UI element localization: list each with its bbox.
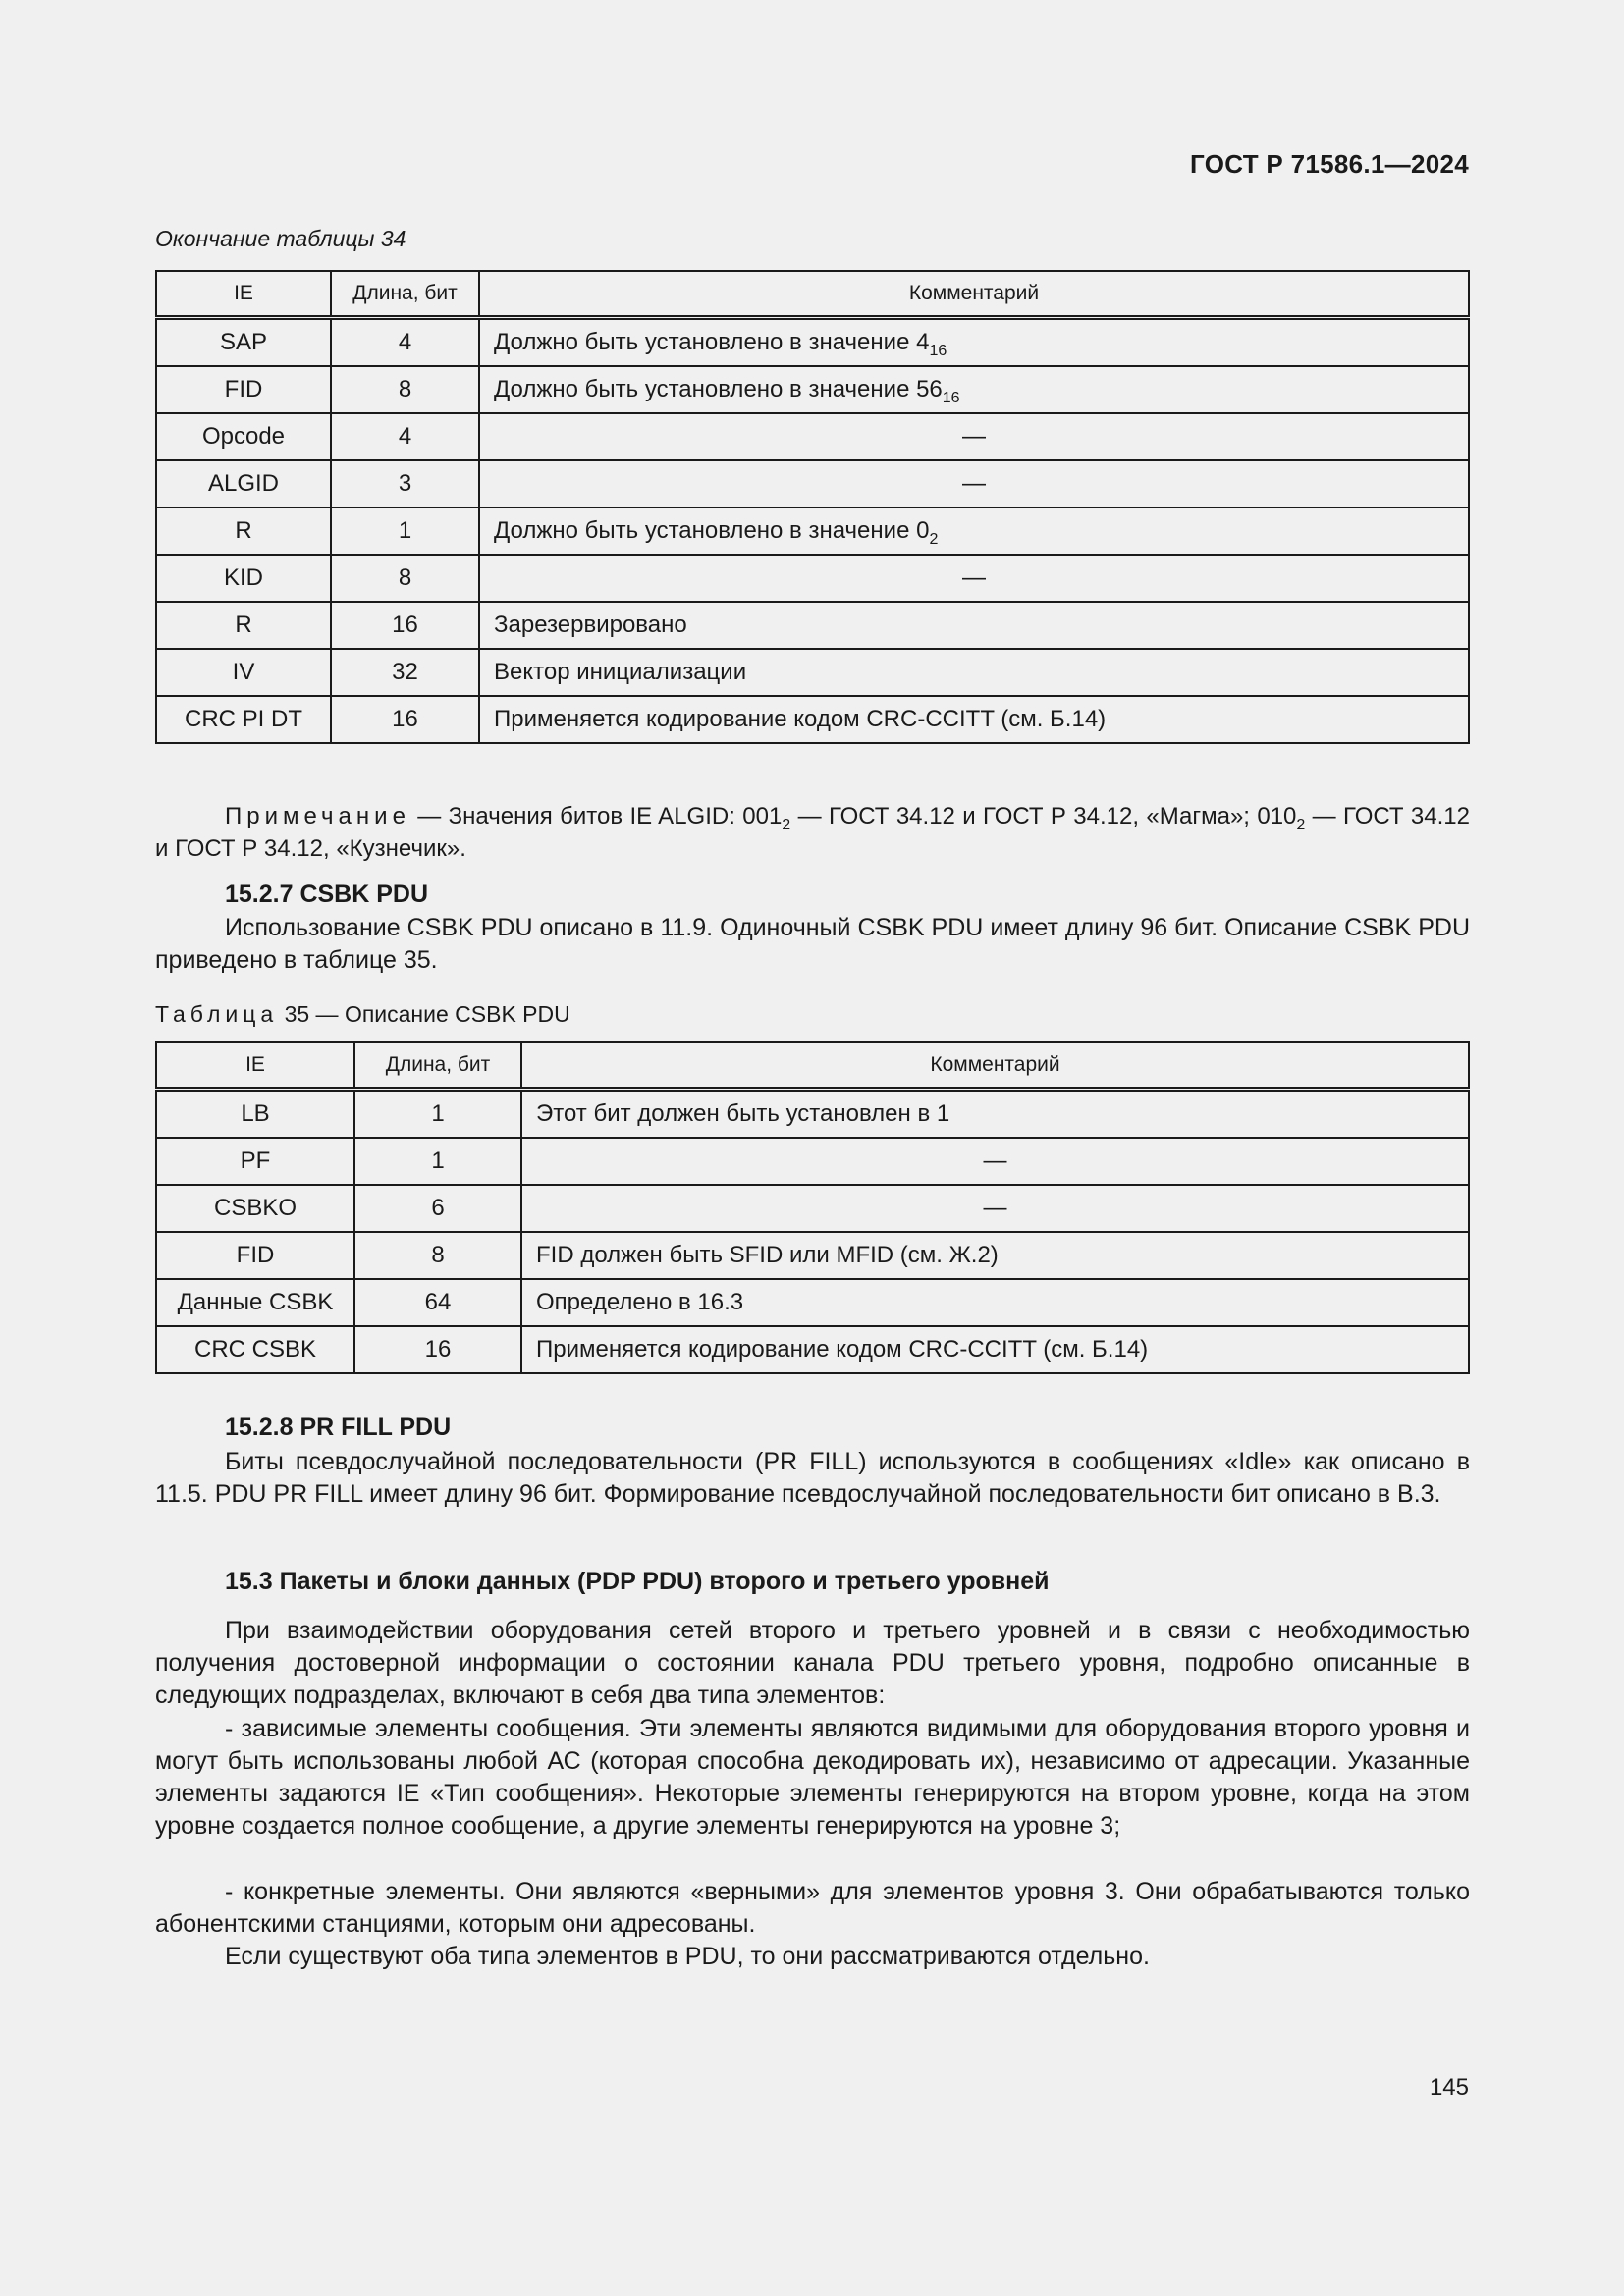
table-35 bbox=[155, 1041, 1470, 1374]
comment-text: — bbox=[962, 564, 986, 591]
note-label: Примечание bbox=[225, 803, 410, 829]
column-header-length: Длина, бит bbox=[354, 1042, 521, 1090]
cell-ie: FID bbox=[156, 1232, 354, 1279]
comment-text: — bbox=[983, 1195, 1007, 1221]
table-row bbox=[156, 460, 1469, 507]
cell-length: 1 bbox=[354, 1138, 521, 1185]
cell-ie: FID bbox=[156, 366, 331, 413]
section-heading-15-2-7: 15.2.7 CSBK PDU bbox=[225, 881, 429, 908]
cell-comment bbox=[479, 555, 1469, 602]
cell-ie: CRC PI DT bbox=[156, 696, 331, 743]
section-paragraph-15-3-specific: - конкретные элементы. Они являются «верными» для элементов уровня 3. Они обрабатываются только абонентскими станциями, которым они адресованы. bbox=[155, 1878, 1470, 1938]
table-35-title bbox=[155, 1001, 570, 1028]
comment-text: — bbox=[962, 470, 986, 497]
cell-comment bbox=[521, 1279, 1469, 1326]
cell-length: 8 bbox=[354, 1232, 521, 1279]
document-id: ГОСТ Р 71586.1—2024 bbox=[1190, 149, 1469, 179]
cell-ie: ALGID bbox=[156, 460, 331, 507]
cell-length: 1 bbox=[354, 1090, 521, 1139]
cell-ie: SAP bbox=[156, 318, 331, 367]
cell-comment bbox=[479, 696, 1469, 743]
note-subscript-a: 2 bbox=[782, 817, 791, 833]
cell-comment bbox=[479, 507, 1469, 555]
cell-length: 64 bbox=[354, 1279, 521, 1326]
column-header-length: Длина, бит bbox=[331, 271, 479, 318]
comment-text: Зарезервировано bbox=[494, 612, 687, 638]
table-35-body bbox=[156, 1090, 1469, 1374]
comment-text: Должно быть установлено в значение 56 bbox=[494, 376, 943, 402]
table-row bbox=[156, 1185, 1469, 1232]
table-header-row bbox=[156, 1042, 1469, 1090]
table-row bbox=[156, 555, 1469, 602]
cell-length: 8 bbox=[331, 366, 479, 413]
cell-comment bbox=[521, 1185, 1469, 1232]
cell-ie: CSBKO bbox=[156, 1185, 354, 1232]
comment-text: Применяется кодирование кодом CRC-CCITT (см. Б.14) bbox=[536, 1336, 1149, 1362]
section-paragraph-15-3-dependent: - зависимые элементы сообщения. Эти элементы являются видимыми для оборудования второго уровня и могут быть использованы любой АС (которая способна декодировать их), независимо от адресации. Указанные элементы задаются IE «Тип сообщения». Некоторые элементы генерируются на втором уровне, когда на этом уровне создается полное сообщение, а другие элементы генерируются на уровне 3; bbox=[155, 1715, 1470, 1840]
cell-comment bbox=[521, 1138, 1469, 1185]
cell-comment bbox=[479, 413, 1469, 460]
note-text-a: — Значения битов IE ALGID: 001 bbox=[409, 803, 783, 829]
cell-length: 1 bbox=[331, 507, 479, 555]
table-35-title-text: 35 — Описание CSBK PDU bbox=[278, 1001, 570, 1027]
cell-comment bbox=[479, 460, 1469, 507]
table-row bbox=[156, 507, 1469, 555]
comment-text: — bbox=[962, 423, 986, 450]
comment-text: Определено в 16.3 bbox=[536, 1289, 744, 1315]
cell-ie: R bbox=[156, 507, 331, 555]
cell-length: 16 bbox=[331, 602, 479, 649]
cell-ie: IV bbox=[156, 649, 331, 696]
table-row bbox=[156, 413, 1469, 460]
comment-text: Должно быть установлено в значение 0 bbox=[494, 517, 930, 544]
cell-length: 4 bbox=[331, 318, 479, 367]
cell-length: 8 bbox=[331, 555, 479, 602]
column-header-ie: IE bbox=[156, 1042, 354, 1090]
section-paragraph-15-3-intro: При взаимодействии оборудования сетей второго и третьего уровней и в связи с необходимостью получения достоверной информации о состоянии канала PDU третьего уровня, подробно описанные в следующих подразделах, включают в себя два типа элементов: bbox=[155, 1617, 1470, 1709]
column-header-ie: IE bbox=[156, 271, 331, 318]
table-row bbox=[156, 1232, 1469, 1279]
section-paragraph-15-3-conclusion: Если существуют оба типа элементов в PDU, то они рассматриваются отдельно. bbox=[225, 1943, 1150, 1970]
cell-length: 16 bbox=[331, 696, 479, 743]
table-row bbox=[156, 1326, 1469, 1373]
cell-ie: PF bbox=[156, 1138, 354, 1185]
note-subscript-b: 2 bbox=[1296, 817, 1306, 833]
table-row bbox=[156, 602, 1469, 649]
cell-length: 4 bbox=[331, 413, 479, 460]
table-35-label: Таблица bbox=[155, 1001, 279, 1027]
cell-ie: KID bbox=[156, 555, 331, 602]
cell-comment bbox=[521, 1232, 1469, 1279]
table-row bbox=[156, 649, 1469, 696]
comment-text: Должно быть установлено в значение 4 bbox=[494, 329, 930, 355]
table-34-body bbox=[156, 318, 1469, 744]
table-34-continuation-caption: Окончание таблицы 34 bbox=[155, 226, 406, 251]
cell-ie: Данные CSBK bbox=[156, 1279, 354, 1326]
comment-text: FID должен быть SFID или MFID (см. Ж.2) bbox=[536, 1242, 999, 1268]
table-row bbox=[156, 366, 1469, 413]
cell-comment bbox=[521, 1090, 1469, 1139]
cell-ie: LB bbox=[156, 1090, 354, 1139]
comment-text: Применяется кодирование кодом CRC-CCITT (см. Б.14) bbox=[494, 706, 1107, 732]
cell-length: 3 bbox=[331, 460, 479, 507]
section-heading-15-3: 15.3 Пакеты и блоки данных (PDP PDU) второго и третьего уровней bbox=[225, 1568, 1050, 1595]
cell-comment bbox=[479, 602, 1469, 649]
section-paragraph-15-2-7: Использование CSBK PDU описано в 11.9. Одиночный CSBK PDU имеет длину 96 бит. Описание CSBK PDU приведено в таблице 35. bbox=[155, 914, 1470, 974]
comment-text: Вектор инициализации bbox=[494, 659, 747, 685]
table-34-continuation bbox=[155, 270, 1470, 744]
cell-ie: Opcode bbox=[156, 413, 331, 460]
comment-text: Этот бит должен быть установлен в 1 bbox=[536, 1100, 950, 1127]
column-header-comment: Комментарий bbox=[521, 1042, 1469, 1090]
page-number: 145 bbox=[1429, 2074, 1469, 2101]
cell-length: 6 bbox=[354, 1185, 521, 1232]
note-text-c: — ГОСТ 34.12 и ГОСТ Р 34.12, «Кузнечик». bbox=[155, 803, 1470, 862]
comment-subscript: 16 bbox=[929, 343, 947, 359]
cell-length: 16 bbox=[354, 1326, 521, 1373]
comment-text: — bbox=[983, 1148, 1007, 1174]
table-row bbox=[156, 318, 1469, 367]
cell-length: 32 bbox=[331, 649, 479, 696]
cell-comment bbox=[479, 366, 1469, 413]
table-row bbox=[156, 1138, 1469, 1185]
comment-subscript: 16 bbox=[942, 390, 960, 406]
table-header-row bbox=[156, 271, 1469, 318]
cell-ie: R bbox=[156, 602, 331, 649]
table-row bbox=[156, 1090, 1469, 1139]
table-note bbox=[155, 800, 1470, 865]
note-text-b: — ГОСТ 34.12 и ГОСТ Р 34.12, «Магма»; 010 bbox=[790, 803, 1297, 829]
table-row bbox=[156, 696, 1469, 743]
table-row bbox=[156, 1279, 1469, 1326]
cell-comment bbox=[521, 1326, 1469, 1373]
cell-comment bbox=[479, 318, 1469, 367]
cell-ie: CRC CSBK bbox=[156, 1326, 354, 1373]
section-heading-15-2-8: 15.2.8 PR FILL PDU bbox=[225, 1414, 452, 1441]
cell-comment bbox=[479, 649, 1469, 696]
comment-subscript: 2 bbox=[929, 531, 939, 548]
section-paragraph-15-2-8: Биты псевдослучайной последовательности (PR FILL) используются в сообщениях «Idle» как описано в 11.5. PDU PR FILL имеет длину 96 бит. Формирование псевдослучайной последовательности бит описано в В.3. bbox=[155, 1448, 1470, 1508]
column-header-comment: Комментарий bbox=[479, 271, 1469, 318]
